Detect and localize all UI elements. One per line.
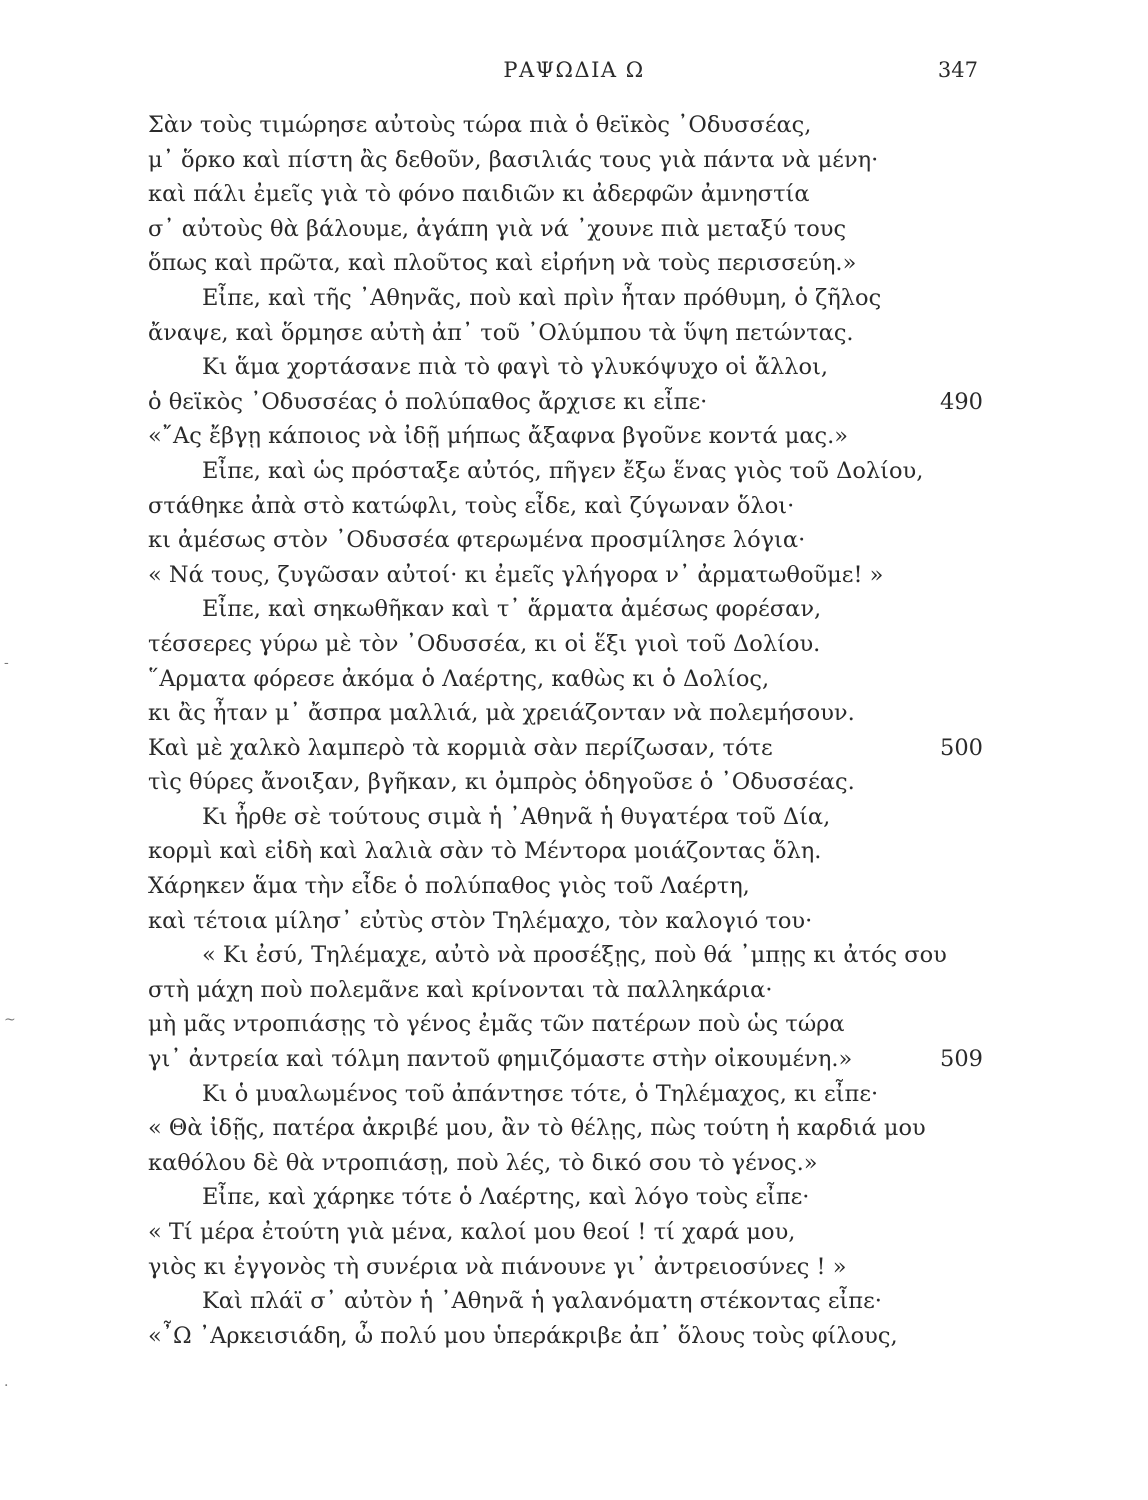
verse-text: μ᾿ ὅρκο καὶ πίστη ἂς δεθοῦν, βασιλιάς τους γιὰ πάντα νὰ μένη· <box>148 146 879 173</box>
verse-line <box>148 1284 988 1319</box>
verse-text: Κι ὁ μυαλωμένος τοῦ ἀπάντησε τότε, ὁ Τηλέμαχος, κι εἶπε· <box>202 1080 879 1107</box>
verse-line <box>148 904 988 939</box>
verse-text: στὴ μάχη ποὺ πολεμᾶνε καὶ κρίνονται τὰ παλληκάρια· <box>148 976 773 1003</box>
verse-line <box>148 454 988 489</box>
line-number: 509 <box>940 1046 983 1073</box>
verse-text: ἄναψε, καὶ ὅρμησε αὐτὴ ἀπ᾿ τοῦ ᾿Ολύμπου τὰ ὕψη πετώντας. <box>148 319 854 346</box>
verse-line <box>148 938 988 973</box>
verse-line <box>148 212 988 247</box>
verse-text: τὶς θύρες ἄνοιξαν, βγῆκαν, κι ὀμπρὸς ὁδηγοῦσε ὁ ᾿Οδυσσέας. <box>148 769 855 796</box>
margin-mark: · <box>4 1378 9 1394</box>
running-head <box>0 58 1148 88</box>
verse-text: σ᾿ αὐτοὺς θὰ βάλουμε, ἀγάπη γιὰ νά ᾿χουνε πιὰ μεταξύ τους <box>148 215 847 242</box>
verse-text: Καὶ μὲ χαλκὸ λαμπερὸ τὰ κορμιὰ σὰν περίζωσαν, τότε <box>148 734 773 761</box>
verse-line <box>148 765 988 800</box>
verse-line <box>148 1007 988 1042</box>
verse-text: « Κι ἐσύ, Τηλέμαχε, αὐτὸ νὰ προσέξῃς, ποὺ θά ᾿μπῃς κι ἀτός σου <box>202 942 947 969</box>
verse-text: Χάρηκεν ἅμα τὴν εἶδε ὁ πολύπαθος γιὸς τοῦ Λαέρτη, <box>148 873 750 900</box>
verse-line <box>148 108 988 143</box>
verse-line <box>148 558 988 593</box>
verse-text: καὶ τέτοια μίλησ᾿ εὐτὺς στὸν Τηλέμαχο, τὸν καλογιό του· <box>148 907 813 934</box>
verse-text: Κι ἅμα χορτάσανε πιὰ τὸ φαγὶ τὸ γλυκόψυχο οἱ ἄλλοι, <box>202 354 829 381</box>
verse-line <box>148 1250 988 1285</box>
verse-text: «῎Ας ἔβγῃ κάποιος νὰ ἰδῇ μήπως ἄξαφνα βγοῦνε κοντά μας.» <box>148 423 849 450</box>
margin-mark: - <box>4 655 9 671</box>
verse-text: γι᾿ ἀντρεία καὶ τόλμη παντοῦ φημιζόμαστε στὴν οἰκουμένη.» <box>148 1046 853 1073</box>
verse-line <box>148 731 988 766</box>
verse-line <box>148 350 988 385</box>
verse-line <box>148 246 988 281</box>
verse-line <box>148 316 988 351</box>
verse-text: ῞Αρματα φόρεσε ἀκόμα ὁ Λαέρτης, καθὼς κι ὁ Δολίος, <box>148 665 770 692</box>
verse-text: Κι ἦρθε σὲ τούτους σιμὰ ἡ ᾿Αθηνᾶ ἡ θυγατέρα τοῦ Δία, <box>202 803 831 830</box>
verse-line <box>148 1319 988 1354</box>
verse-line <box>148 696 988 731</box>
page-number: 347 <box>937 58 978 82</box>
verse-line <box>148 385 988 420</box>
verse-text: « Τί μέρα ἐτούτη γιὰ μένα, καλοί μου θεοί ! τί χαρά μου, <box>148 1219 796 1245</box>
verse-text: « Νά τους, ζυγῶσαν αὐτοί· κι ἐμεῖς γλήγορα ν᾿ ἀρματωθοῦμε! » <box>148 561 884 588</box>
verse-text: Καὶ πλάϊ σ᾿ αὐτὸν ἡ ᾿Αθηνᾶ ἡ γαλανόματη στέκοντας εἶπε· <box>202 1288 882 1315</box>
verse-line <box>148 1215 988 1250</box>
verse-text: τέσσερες γύρω μὲ τὸν ᾿Οδυσσέα, κι οἱ ἕξι γιοὶ τοῦ Δολίου. <box>148 630 821 657</box>
verse-block <box>148 108 988 1353</box>
verse-text: « Θὰ ἰδῇς, πατέρα ἀκριβέ μου, ἂν τὸ θέλῃς, πὼς τούτη ἡ καρδιά μου <box>148 1115 926 1142</box>
verse-line <box>148 869 988 904</box>
verse-line <box>148 1077 988 1112</box>
verse-line <box>148 143 988 178</box>
margin-mark: ~ <box>4 1012 16 1028</box>
verse-text: κι ἀμέσως στὸν ᾿Οδυσσέα φτερωμένα προσμίλησε λόγια· <box>148 527 806 554</box>
verse-line <box>148 592 988 627</box>
verse-text: καὶ πάλι ἐμεῖς γιὰ τὸ φόνο παιδιῶν κι ἀδερφῶν ἀμνηστία <box>148 181 810 208</box>
verse-text: γιὸς κι ἐγγονὸς τὴ συνέρια νὰ πιάνουνε γι᾿ ἀντρειοσύνες ! » <box>148 1253 847 1280</box>
verse-text: καθόλου δὲ θὰ ντροπιάσῃ, ποὺ λές, τὸ δικό σου τὸ γένος.» <box>148 1149 818 1176</box>
verse-text: ὁ θεϊκὸς ᾿Οδυσσέας ὁ πολύπαθος ἄρχισε κι εἶπε· <box>148 388 708 415</box>
verse-line <box>148 973 988 1008</box>
verse-line <box>148 1180 988 1215</box>
verse-text: Εἶπε, καὶ χάρηκε τότε ὁ Λαέρτης, καὶ λόγο τοὺς εἶπε· <box>202 1184 810 1211</box>
running-title: ΡΑΨΩΔΙΑ Ω <box>503 58 645 82</box>
verse-line <box>148 1111 988 1146</box>
verse-line <box>148 419 988 454</box>
verse-line <box>148 834 988 869</box>
verse-text: «῏Ω ᾿Αρκεισιάδη, ὦ πολύ μου ὑπεράκριβε ἀπ᾿ ὅλους τοὺς φίλους, <box>148 1322 898 1349</box>
verse-text: ὅπως καὶ πρῶτα, καὶ πλοῦτος καὶ εἰρήνη νὰ τοὺς περισσεύη.» <box>148 250 857 277</box>
line-number: 500 <box>940 734 983 761</box>
verse-line <box>148 627 988 662</box>
verse-line <box>148 800 988 835</box>
verse-text: στάθηκε ἀπὰ στὸ κατώφλι, τοὺς εἶδε, καὶ ζύγωναν ὅλοι· <box>148 492 795 519</box>
verse-line <box>148 1146 988 1181</box>
verse-line <box>148 489 988 524</box>
verse-line <box>148 523 988 558</box>
verse-text: Εἶπε, καὶ σηκωθῆκαν καὶ τ᾿ ἅρματα ἀμέσως φορέσαν, <box>202 596 822 623</box>
verse-text: Εἶπε, καὶ τῆς ᾿Αθηνᾶς, ποὺ καὶ πρὶν ἦταν πρόθυμη, ὁ ζῆλος <box>202 284 882 311</box>
line-number: 490 <box>940 388 983 415</box>
verse-text: Σὰν τοὺς τιμώρησε αὐτοὺς τώρα πιὰ ὁ θεϊκὸς ᾿Οδυσσέας, <box>148 112 812 138</box>
verse-line <box>148 281 988 316</box>
verse-text: μὴ μᾶς ντροπιάσῃς τὸ γένος ἐμᾶς τῶν πατέρων ποὺ ὡς τώρα <box>148 1011 845 1038</box>
verse-text: κι ἂς ἦταν μ᾿ ἄσπρα μαλλιά, μὰ χρειάζονταν νὰ πολεμήσουν. <box>148 700 855 727</box>
verse-text: κορμὶ καὶ εἰδὴ καὶ λαλιὰ σὰν τὸ Μέντορα μοιάζοντας ὅλη. <box>148 838 822 865</box>
verse-text: Εἶπε, καὶ ὡς πρόσταξε αὐτός, πῆγεν ἔξω ἕνας γιὸς τοῦ Δολίου, <box>202 457 924 484</box>
verse-line <box>148 662 988 697</box>
verse-line <box>148 177 988 212</box>
verse-line <box>148 1042 988 1077</box>
